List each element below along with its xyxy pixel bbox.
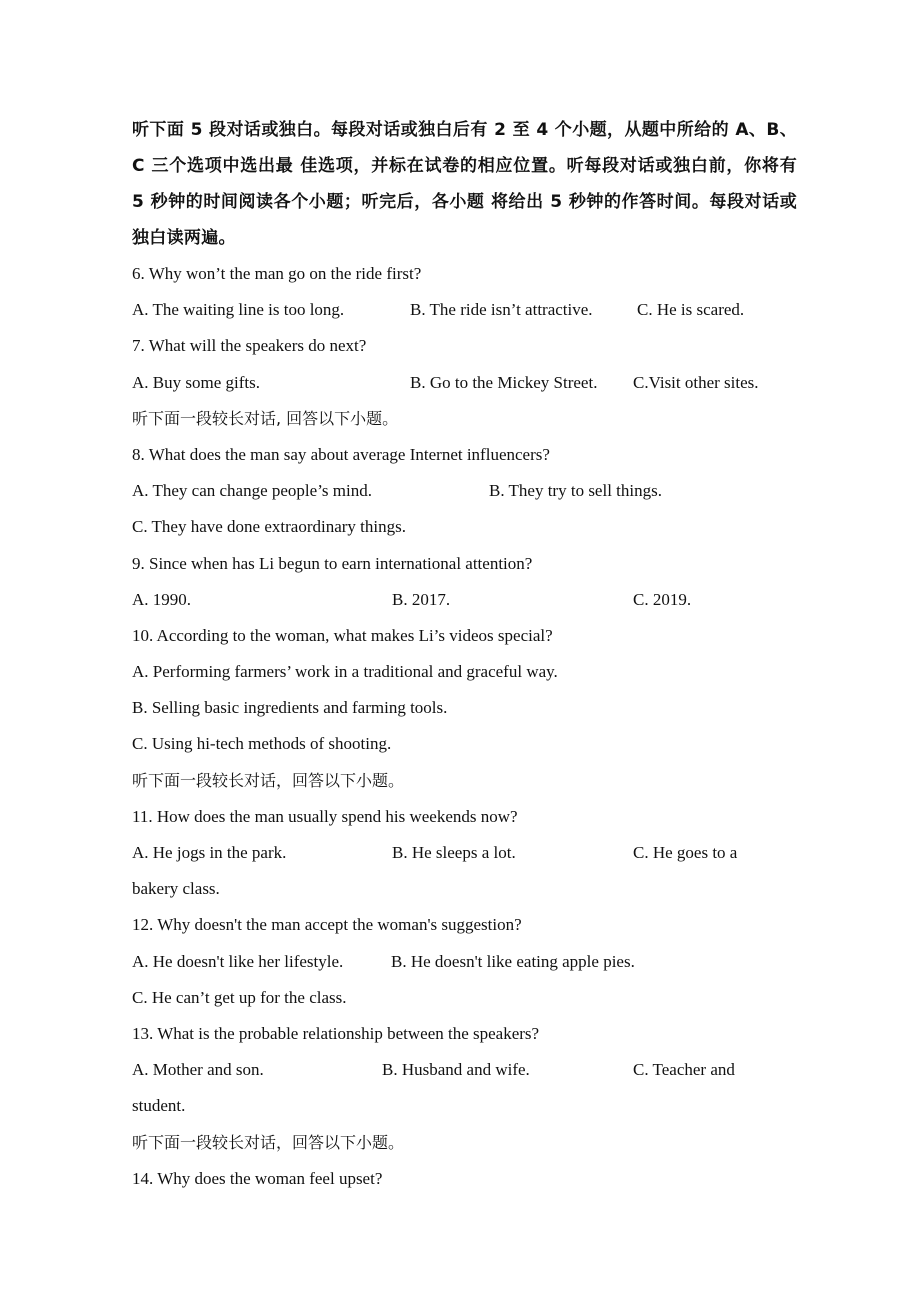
section-instructions: 听下面 5 段对话或独白。每段对话或独白后有 2 至 4 个小题，从题中所给的 A、B、C 三个选项中选出最 佳选项，并标在试卷的相应位置。听每段对话或独白前，你将有 5 秒钟的时间阅读各个小题；听完后，各小题 将给出 5 秒钟的作答时间。每段对话或独白读两遍。 bbox=[132, 120, 797, 248]
q10-option-a: A. Performing farmers’ work in a traditional and graceful way. bbox=[132, 662, 558, 682]
q13-option-c-continued: student. bbox=[132, 1096, 186, 1116]
q12-option-a: A. He doesn't like her lifestyle. bbox=[132, 951, 344, 971]
q6-option-a: A. The waiting line is too long. bbox=[132, 300, 345, 320]
q9-option-c: C. 2019. bbox=[633, 589, 692, 609]
question-11-options bbox=[132, 835, 802, 871]
q11-option-a: A. He jogs in the park. bbox=[132, 843, 287, 862]
q8-option-b: B. They try to sell things. bbox=[489, 481, 662, 501]
question-13-options bbox=[132, 1052, 802, 1088]
q7-option-c: C.Visit other sites. bbox=[633, 372, 759, 392]
exam-page bbox=[132, 112, 802, 1197]
question-7-options bbox=[132, 365, 802, 401]
section-heading-long-dialogue: 听下面一段较长对话，回答以下小题。 bbox=[132, 1132, 405, 1152]
q13-option-b: B. Husband and wife. bbox=[382, 1060, 530, 1080]
section-heading-long-dialogue: 听下面一段较长对话, 回答以下小题。 bbox=[132, 408, 399, 428]
q6-option-b: B. The ride isn’t attractive. bbox=[410, 300, 593, 320]
q8-option-c: C. They have done extraordinary things. bbox=[132, 517, 406, 537]
q6-option-c: C. He is scared. bbox=[637, 300, 745, 320]
question-12-stem: 12. Why doesn't the man accept the woman's suggestion? bbox=[132, 915, 522, 935]
q13-option-c: C. Teacher and bbox=[633, 1060, 735, 1080]
q8-option-a: A. They can change people’s mind. bbox=[132, 481, 372, 501]
q12-option-b: B. He doesn't like eating apple pies. bbox=[391, 951, 635, 971]
question-7-stem: 7. What will the speakers do next? bbox=[132, 336, 367, 356]
question-6-options bbox=[132, 292, 802, 328]
question-10-stem: 10. According to the woman, what makes Li’s videos special? bbox=[132, 625, 553, 645]
q11-option-c-continued: bakery class. bbox=[132, 879, 220, 899]
question-8-options bbox=[132, 473, 802, 509]
question-6-stem: 6. Why won’t the man go on the ride first? bbox=[132, 264, 422, 283]
q12-option-c: C. He can’t get up for the class. bbox=[132, 987, 347, 1007]
question-9-options bbox=[132, 582, 802, 618]
question-14-stem: 14. Why does the woman feel upset? bbox=[132, 1168, 383, 1188]
q13-option-a: A. Mother and son. bbox=[132, 1060, 264, 1080]
question-13-stem: 13. What is the probable relationship between the speakers? bbox=[132, 1023, 540, 1043]
question-9-stem: 9. Since when has Li begun to earn international attention? bbox=[132, 553, 533, 573]
q11-option-c: C. He goes to a bbox=[633, 843, 738, 862]
q9-option-b: B. 2017. bbox=[392, 589, 451, 609]
q9-option-a: A. 1990. bbox=[132, 589, 192, 609]
q10-option-c: C. Using hi-tech methods of shooting. bbox=[132, 734, 392, 754]
question-8-stem: 8. What does the man say about average Internet influencers? bbox=[132, 444, 550, 464]
question-12-options bbox=[132, 944, 802, 980]
q10-option-b: B. Selling basic ingredients and farming tools. bbox=[132, 698, 448, 718]
q11-option-b: B. He sleeps a lot. bbox=[392, 843, 516, 862]
q7-option-b: B. Go to the Mickey Street. bbox=[410, 372, 598, 392]
q7-option-a: A. Buy some gifts. bbox=[132, 372, 260, 392]
question-11-stem: 11. How does the man usually spend his weekends now? bbox=[132, 806, 518, 826]
section-heading-long-dialogue: 听下面一段较长对话，回答以下小题。 bbox=[132, 770, 405, 790]
